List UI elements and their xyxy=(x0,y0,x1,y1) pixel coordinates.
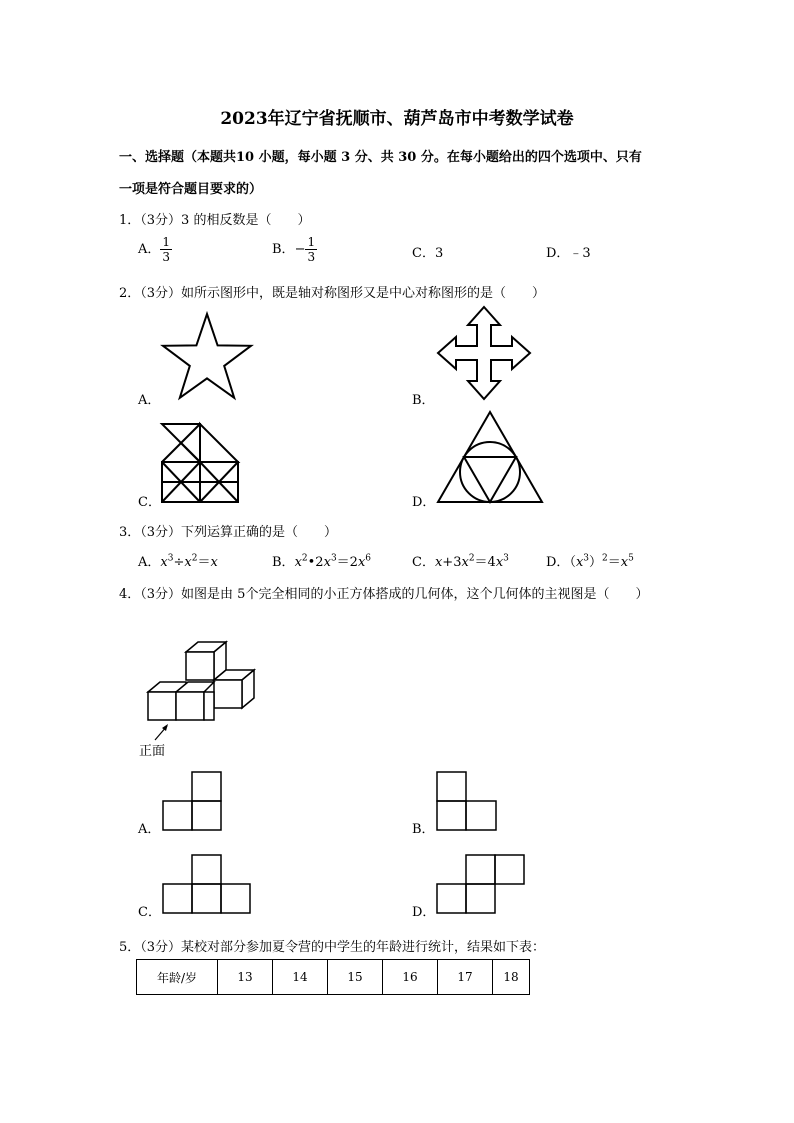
question-4-option-a-label: A． xyxy=(138,822,161,837)
age-cell: 13 xyxy=(218,960,273,995)
section-heading-line2: 一项是符合题目要求的） xyxy=(119,182,263,197)
front-view-option-d xyxy=(436,854,526,914)
question-4-option-d-label: D． xyxy=(412,905,436,920)
triangle-tiling-figure xyxy=(160,422,242,504)
question-3-option-c: C．$x+3x^2=4x^3$ xyxy=(412,553,509,570)
question-1-option-a: A． $\frac{1}{3}$ xyxy=(138,235,171,264)
age-cell: 14 xyxy=(273,960,328,995)
cube-stack-figure xyxy=(146,640,258,724)
table-header-cell: 年龄/岁 xyxy=(137,960,218,995)
section-heading-line1: 一、选择题（本题共10 小题，每小题 3 分、共 30 分。在每小题给出的四个选项中、只有 xyxy=(119,150,642,165)
question-4-option-b-label: B． xyxy=(412,822,435,837)
question-5-stem: 5．（3分）某校对部分参加夏令营的中学生的年龄进行统计，结果如下表： xyxy=(119,940,546,955)
age-cell: 17 xyxy=(438,960,493,995)
star-figure xyxy=(160,312,254,402)
fraction: $\frac{1}{3}$ xyxy=(162,235,171,264)
age-table xyxy=(136,959,530,995)
question-2-stem: 2．（3分）如所示图形中，既是轴对称图形又是中心对称图形的是（ ） xyxy=(119,286,546,301)
page-title: 2023年辽宁省抚顺市、葫芦岛市中考数学试卷 xyxy=(220,109,574,129)
question-2-option-b-label: B． xyxy=(412,393,435,408)
question-3-option-b: B．$x^2•2x^3=2x^6$ xyxy=(272,553,372,570)
question-2-option-a-label: A． xyxy=(138,393,161,408)
question-2-option-c-label: C． xyxy=(138,495,161,510)
age-cell: 15 xyxy=(328,960,383,995)
question-1-option-c: C．3 xyxy=(412,246,444,261)
front-view-option-a xyxy=(162,771,222,831)
question-1-option-b: B．− $\frac{1}{3}$ xyxy=(272,235,316,264)
triangle-circle-figure xyxy=(436,410,544,504)
question-3-option-a: A．$x^3\div x^2=x$ xyxy=(138,553,218,570)
age-cell: 18 xyxy=(493,960,530,995)
front-view-label: 正面 xyxy=(139,744,166,759)
question-4-stem: 4．（3分）如图是由 5个完全相同的小正方体搭成的几何体，这个几何体的主视图是（ ） xyxy=(119,587,649,602)
question-3-option-d: D．$(x^3)^2=x^5$ xyxy=(546,553,634,570)
fraction: $\frac{1}{3}$ xyxy=(307,235,316,264)
table-row xyxy=(137,960,530,995)
front-view-option-b xyxy=(436,771,498,831)
question-4-option-c-label: C． xyxy=(138,905,161,920)
front-view-option-c xyxy=(162,854,252,914)
question-2-option-d-label: D． xyxy=(412,495,436,510)
question-3-stem: 3．（3分）下列运算正确的是（ ） xyxy=(119,525,338,540)
question-1-option-d: D．﹣3 xyxy=(546,246,591,261)
question-1-stem: 1．（3分）3 的相反数是（ ） xyxy=(119,213,311,228)
front-arrow-icon xyxy=(152,722,172,742)
four-way-arrow-figure xyxy=(436,305,532,401)
age-cell: 16 xyxy=(383,960,438,995)
